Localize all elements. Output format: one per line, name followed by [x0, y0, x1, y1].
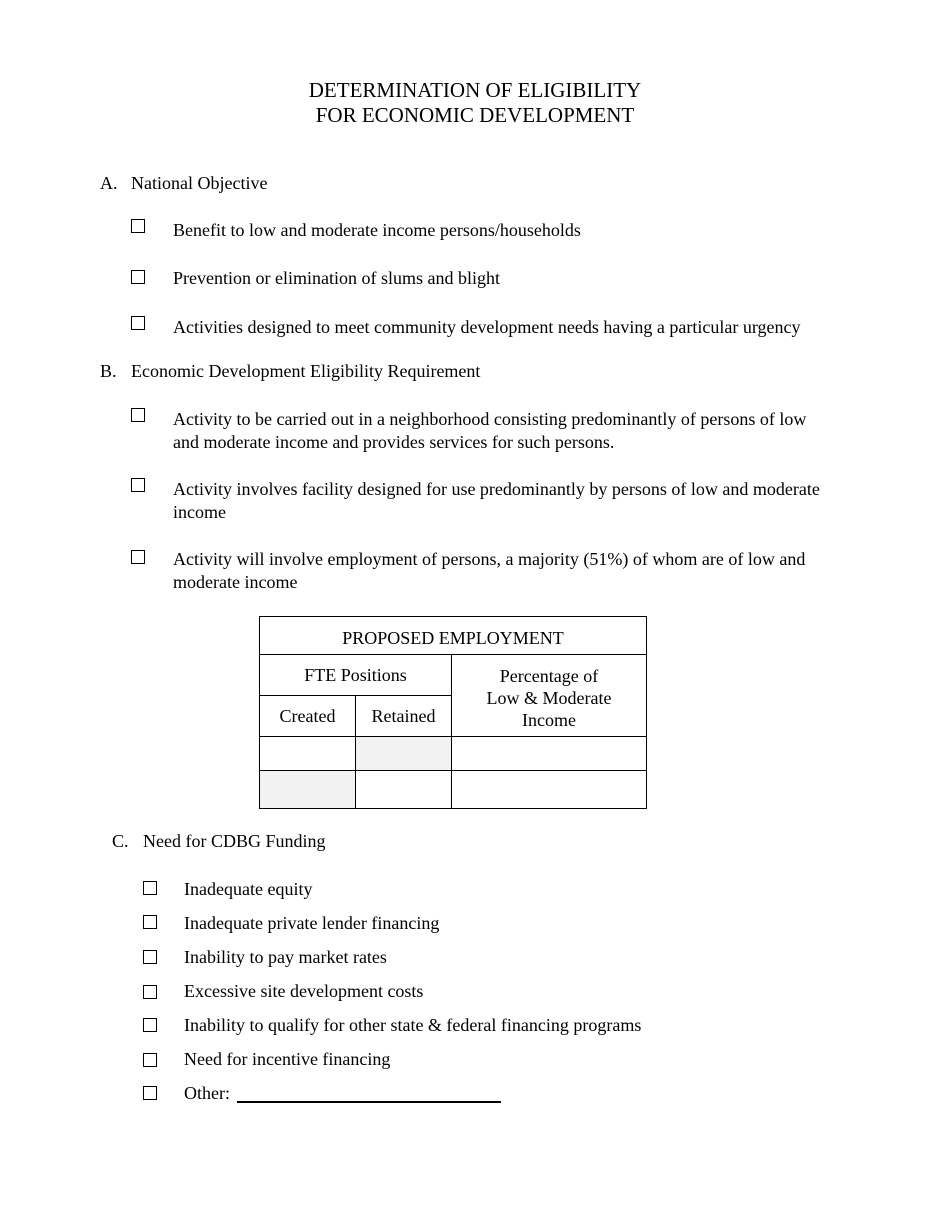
- option-urgent-need: Activities designed to meet community development needs having a particular urgency: [173, 317, 801, 337]
- cell-created-input[interactable]: [260, 737, 356, 771]
- table-header-percentage-line-2: Low & Moderate: [486, 687, 612, 708]
- cell-retained-shaded: [356, 737, 452, 771]
- other-fill-in-line[interactable]: [237, 1101, 501, 1103]
- section-a-letter: A.: [100, 173, 118, 193]
- cell-retained-input[interactable]: [356, 771, 452, 809]
- option-other-label: Other:: [184, 1083, 230, 1103]
- checkbox-employment-activity[interactable]: [131, 550, 145, 564]
- option-slums-blight: Prevention or elimination of slums and blight: [173, 268, 500, 288]
- proposed-employment-table: [259, 616, 647, 809]
- option-site-development-costs: Excessive site development costs: [184, 981, 424, 1001]
- table-row: [260, 737, 647, 771]
- option-neighborhood-activity-line-2: and moderate income and provides services for such persons.: [173, 432, 615, 452]
- section-c-heading: Need for CDBG Funding: [143, 831, 326, 851]
- option-inadequate-lender-financing: Inadequate private lender financing: [184, 913, 440, 933]
- option-incentive-financing: Need for incentive financing: [184, 1049, 391, 1069]
- section-b-heading: Economic Development Eligibility Requirement: [131, 361, 481, 381]
- table-header-percentage: [452, 655, 647, 737]
- option-market-rates: Inability to pay market rates: [184, 947, 387, 967]
- checkbox-market-rates[interactable]: [143, 950, 157, 964]
- checkbox-inadequate-equity[interactable]: [143, 881, 157, 895]
- section-c-letter: C.: [112, 831, 129, 851]
- section-a-heading: National Objective: [131, 173, 268, 193]
- option-employment-activity-line-1: Activity will involve employment of persons, a majority (51%) of whom are of low and: [173, 549, 806, 569]
- checkbox-urgent-need[interactable]: [131, 316, 145, 330]
- table-header-percentage-line-3: Income: [522, 709, 576, 730]
- option-neighborhood-activity-line-1: Activity to be carried out in a neighborhood consisting predominantly of persons of low: [173, 409, 807, 429]
- cell-percentage-input[interactable]: [452, 771, 647, 809]
- option-other-financing-programs: Inability to qualify for other state & federal financing programs: [184, 1015, 642, 1035]
- cell-created-shaded: [260, 771, 356, 809]
- page-title-line-2: FOR ECONOMIC DEVELOPMENT: [315, 103, 635, 127]
- checkbox-benefit-low-moderate[interactable]: [131, 219, 145, 233]
- table-title: PROPOSED EMPLOYMENT: [260, 617, 647, 655]
- table-header-percentage-line-1: Percentage of: [499, 665, 599, 686]
- checkbox-facility-activity[interactable]: [131, 478, 145, 492]
- checkbox-site-development-costs[interactable]: [143, 985, 157, 999]
- table-row: [260, 771, 647, 809]
- option-facility-activity-line-2: income: [173, 502, 226, 522]
- option-benefit-low-moderate: Benefit to low and moderate income persons/households: [173, 220, 581, 240]
- checkbox-neighborhood-activity[interactable]: [131, 408, 145, 422]
- table-header-retained: Retained: [356, 696, 452, 737]
- page-title-line-1: DETERMINATION OF ELIGIBILITY: [308, 78, 642, 102]
- option-employment-activity-line-2: moderate income: [173, 572, 298, 592]
- table-header-fte-positions: FTE Positions: [260, 655, 452, 696]
- option-facility-activity-line-1: Activity involves facility designed for use predominantly by persons of low and moderate: [173, 479, 820, 499]
- checkbox-incentive-financing[interactable]: [143, 1053, 157, 1067]
- table-header-created: Created: [260, 696, 356, 737]
- checkbox-other[interactable]: [143, 1086, 157, 1100]
- cell-percentage-input[interactable]: [452, 737, 647, 771]
- checkbox-slums-blight[interactable]: [131, 270, 145, 284]
- checkbox-other-financing-programs[interactable]: [143, 1018, 157, 1032]
- section-b-letter: B.: [100, 361, 117, 381]
- option-inadequate-equity: Inadequate equity: [184, 879, 313, 899]
- checkbox-inadequate-lender-financing[interactable]: [143, 915, 157, 929]
